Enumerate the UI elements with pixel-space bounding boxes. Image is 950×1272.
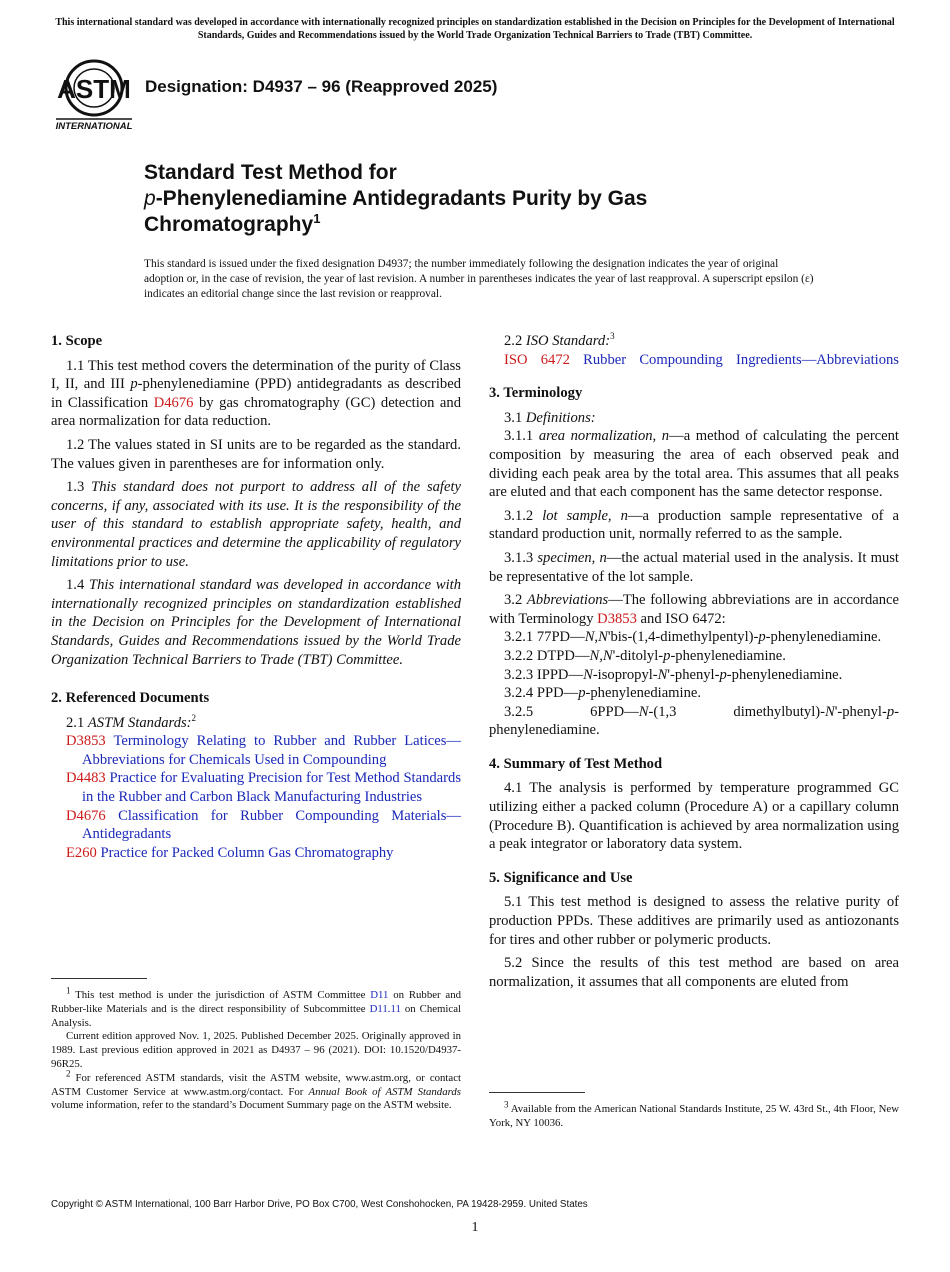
abbr-3-2-2: 3.2.2 DTPD—N,N'-ditolyl-p-phenylenediamine. xyxy=(504,647,786,664)
section-4-heading: 4. Summary of Test Method xyxy=(489,755,663,772)
para-1-3: 1.3 This standard does not purport to address all of the safety concerns, if any, associated with its use. It is the responsibility of the user of this standard to establish appropriate safety, health, and environmental practices and determine the applicability of regulatory limitations prior to use. xyxy=(51,479,461,570)
para-1-2: 1.2 The values stated in SI units are to be regarded as the standard. The values given in parentheses are for information only. xyxy=(51,436,461,472)
right-column xyxy=(489,332,899,996)
astm-logo xyxy=(52,56,136,132)
page-number: 1 xyxy=(471,1220,479,1235)
ref-e260[interactable]: E260 Practice for Packed Column Gas Chromatography xyxy=(66,844,394,861)
para-2-1: 2.1 ASTM Standards:$^2$ xyxy=(66,712,197,731)
ref-d4483[interactable]: D4483 Practice for Evaluating Precision for Test Method Standards in the Rubber and Carbon Black Manufacturing Industries xyxy=(66,770,461,806)
section-2-heading: 2. Referenced Documents xyxy=(51,690,210,707)
copyright: Copyright © ASTM International, 100 Barr Harbor Drive, PO Box C700, West Conshohocken, PA 19428-2959. United States xyxy=(51,1199,588,1210)
link-d11-11[interactable]: D11.11 xyxy=(369,1002,401,1015)
footnote-1: $^1$ This test method is under the jurisdiction of ASTM Committee D11 on Rubber and Rubber-like Materials and is the direct responsibility of Subcommittee D11.11 on Chemical Analysis. xyxy=(51,985,461,1029)
footnote-1-edition: Current edition approved Nov. 1, 2025. Published December 2025. Originally approved in 1989. Last previous edition approved in 2021 as D4937 – 96 (2021). DOI: 10.1520/D4937-96R25. xyxy=(51,1030,461,1070)
ref-d3853[interactable]: D3853 Terminology Relating to Rubber and Rubber Latices—Abbreviations for Chemicals Used in Compounding xyxy=(66,733,461,768)
section-5-heading: 5. Significance and Use xyxy=(489,869,633,886)
title-line-2: p-Phenylenediamine Antidegradants Purity by Gas xyxy=(144,187,648,210)
para-1-1: 1.1 This test method covers the determination of the purity of Class I, II, and III p-phenylenediamine (PPD) antidegradants as described in Classification D4676 by gas chromatography (GC) detection and area normalization for data reduction. xyxy=(51,357,462,430)
document-title xyxy=(144,160,824,238)
para-3-1-3: 3.1.3 specimen, n—the actual material used in the analysis. It must be representative of the lot sample. xyxy=(489,549,899,585)
para-5-1: 5.1 This test method is designed to assess the relative purity of production PPDs. These additives are primarily used as antiozonants for tires and other rubber or polymeric products. xyxy=(489,894,899,948)
section-1-heading: 1. Scope xyxy=(51,333,103,349)
header-notice: This international standard was developed in accordance with internationally recognized principles on standardization established in the Decision on Principles for the Development of International Standards, Guides and Recommendations issued by the World Trade Organization Technical Barriers to Trade (TBT) Committee. xyxy=(55,17,895,41)
abbr-3-2-5: 3.2.5 6PPD—N-(1,3 dimethylbutyl)-N'-phenyl-p-phenylenediamine. xyxy=(489,703,899,739)
logo-subtext: INTERNATIONAL xyxy=(55,121,133,132)
para-1-4: 1.4 This international standard was developed in accordance with internationally recognized principles on standardization established in the Decision on Principles for the Development of International Standards, Guides and Recommendations issued by the World Trade Organization Technical Barriers to Trade (TBT) Committee. xyxy=(51,577,462,668)
abbr-3-2-1: 3.2.1 77PD—N,N'bis-(1,4-dimethylpentyl)-p-phenylenediamine. xyxy=(504,629,882,646)
para-2-2: 2.2 ISO Standard:$^3$ xyxy=(504,331,615,349)
footnote-rule xyxy=(51,978,147,979)
footnote-rule-right xyxy=(489,1092,585,1093)
para-3-1-2: 3.1.2 lot sample, n—a production sample representative of a standard production unit, normally referred to as the sample. xyxy=(489,507,899,543)
title-line-1: Standard Test Method for xyxy=(144,161,397,184)
link-d3853[interactable]: D3853 xyxy=(597,610,637,627)
logo-text: ASTM xyxy=(57,74,131,104)
para-4-1: 4.1 The analysis is performed by temperature programmed GC utilizing either a packed column (Procedure A) or a capillary column (Procedure B). Quantification is achieved by area normalization using a peak integrator or laboratory data system. xyxy=(489,780,899,853)
designation: Designation: D4937 – 96 (Reapproved 2025) xyxy=(145,77,498,96)
footnote-3: $^3$ Available from the American National Standards Institute, 25 W. 43rd St., 4th Floor, New York, NY 10036. xyxy=(489,1099,899,1129)
para-5-2: 5.2 Since the results of this test method are based on area normalization, it assumes that all components are eluted from xyxy=(489,955,899,990)
left-column xyxy=(51,332,461,862)
issue-note: This standard is issued under the fixed designation D4937; the number immediately following the designation indicates the year of original adoption or, in the case of revision, the year of last revision. A number in parentheses indicates the year of last reapproval. A superscript epsilon (ε) indicates an editorial change since the last revision or reapproval. xyxy=(144,258,814,300)
para-3-1: 3.1 Definitions: xyxy=(504,409,596,426)
left-footnotes xyxy=(51,978,461,1113)
link-d4676[interactable]: D4676 xyxy=(153,394,194,411)
ref-d4676[interactable]: D4676 Classification for Rubber Compounding Materials—Antidegradants xyxy=(66,807,462,843)
title-footnote-mark: 1 xyxy=(313,211,321,226)
ref-iso-6472[interactable]: ISO 6472 Rubber Compounding Ingredients—Abbreviations xyxy=(504,351,899,368)
title-line-3: Chromatography$^1$ xyxy=(144,211,321,236)
right-footnotes xyxy=(489,1092,899,1131)
link-d11[interactable]: D11 xyxy=(370,989,389,1001)
abbr-3-2-4: 3.2.4 PPD—p-phenylenediamine. xyxy=(504,685,702,702)
para-3-2: 3.2 Abbreviations—The following abbreviations are in accordance with Terminology D3853 and ISO 6472: xyxy=(489,592,899,627)
para-3-1-1: 3.1.1 area normalization, n—a method of calculating the percent composition by measuring the area of each observed peak and dividing each peak area by the total area. This assumes that all peaks are eluted and that each component has the same detector response. xyxy=(489,428,899,501)
footnote-2: $^2$ For referenced ASTM standards, visit the ASTM website, www.astm.org, or contact ASTM Customer Service at www.astm.org/contact. For Annual Book of ASTM Standards volume information, refer to the standard’s Document Summary page on the ASTM website. xyxy=(51,1068,461,1112)
abbr-3-2-3: 3.2.3 IPPD—N-isopropyl-N'-phenyl-p-phenylenediamine. xyxy=(504,666,843,683)
section-3-heading: 3. Terminology xyxy=(489,385,583,402)
